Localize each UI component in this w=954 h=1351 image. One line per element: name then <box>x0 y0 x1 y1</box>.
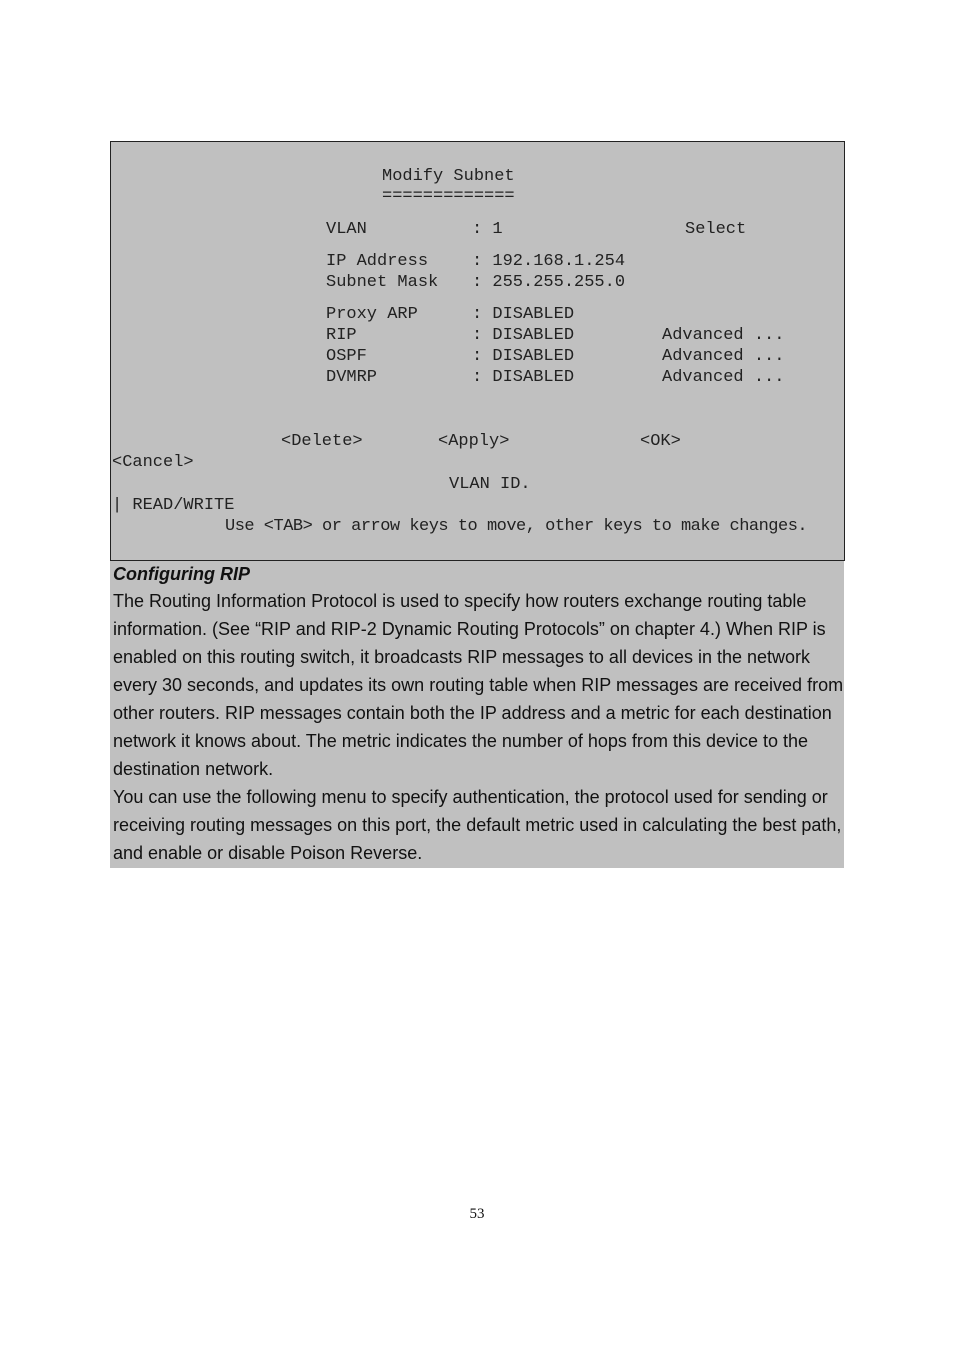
ospf-field[interactable]: : DISABLED <box>472 347 575 366</box>
ok-button[interactable]: <OK> <box>640 432 681 451</box>
dvmrp-field[interactable]: : DISABLED <box>472 368 575 387</box>
section-heading: Configuring RIP <box>113 564 250 584</box>
ospf-advanced-button[interactable]: Advanced ... <box>662 347 785 366</box>
title-underline: ============= <box>382 187 515 206</box>
access-mode: | READ/WRITE <box>112 496 235 515</box>
terminal-screen <box>110 141 845 561</box>
dvmrp-advanced-button[interactable]: Advanced ... <box>662 368 785 387</box>
paragraph: You can use the following menu to specify authentication, the protocol used for sending or receiving routing messages on this port, the default metric used in calculating the best path, and enable or disable Poison Reverse. <box>113 787 842 863</box>
ip-address-label: IP Address <box>326 252 429 271</box>
help-line: Use <TAB> or arrow keys to move, other keys to make changes. <box>225 517 808 536</box>
dvmrp-label: DVMRP <box>326 368 378 387</box>
ip-address-field[interactable]: : 192.168.1.254 <box>472 252 626 271</box>
rip-field[interactable]: : DISABLED <box>472 326 575 345</box>
rip-label: RIP <box>326 326 357 345</box>
proxy-arp-field[interactable]: : DISABLED <box>472 305 575 324</box>
section-body <box>110 561 844 868</box>
delete-button[interactable]: <Delete> <box>281 432 363 451</box>
ospf-label: OSPF <box>326 347 367 366</box>
paragraph: The Routing Information Protocol is used to specify how routers exchange routing table information. (See “RIP and RIP-2 Dynamic Routing Protocols” on chapter 4.) When RIP is enabled on this routing switch, it broadcasts RIP messages to all devices in the network every 30 seconds, and updates its own routing table when RIP messages are received from other routers. RIP messages contain both the IP address and a metric for each destination network it knows about. The metric indicates the number of hops from this device to the destination network. <box>113 591 844 779</box>
cancel-button[interactable]: <Cancel> <box>112 453 194 472</box>
screen-title: Modify Subnet <box>382 167 515 186</box>
subnet-mask-field[interactable]: : 255.255.255.0 <box>472 273 626 292</box>
proxy-arp-label: Proxy ARP <box>326 305 418 324</box>
vlan-label: VLAN <box>326 220 367 239</box>
subnet-mask-label: Subnet Mask <box>326 273 439 292</box>
apply-button[interactable]: <Apply> <box>438 432 510 451</box>
rip-advanced-button[interactable]: Advanced ... <box>662 326 785 345</box>
status-field-name: VLAN ID. <box>449 475 531 494</box>
vlan-value[interactable]: : 1 <box>472 220 503 239</box>
vlan-select-button[interactable]: Select <box>685 220 747 239</box>
page-number: 53 <box>469 1206 485 1222</box>
